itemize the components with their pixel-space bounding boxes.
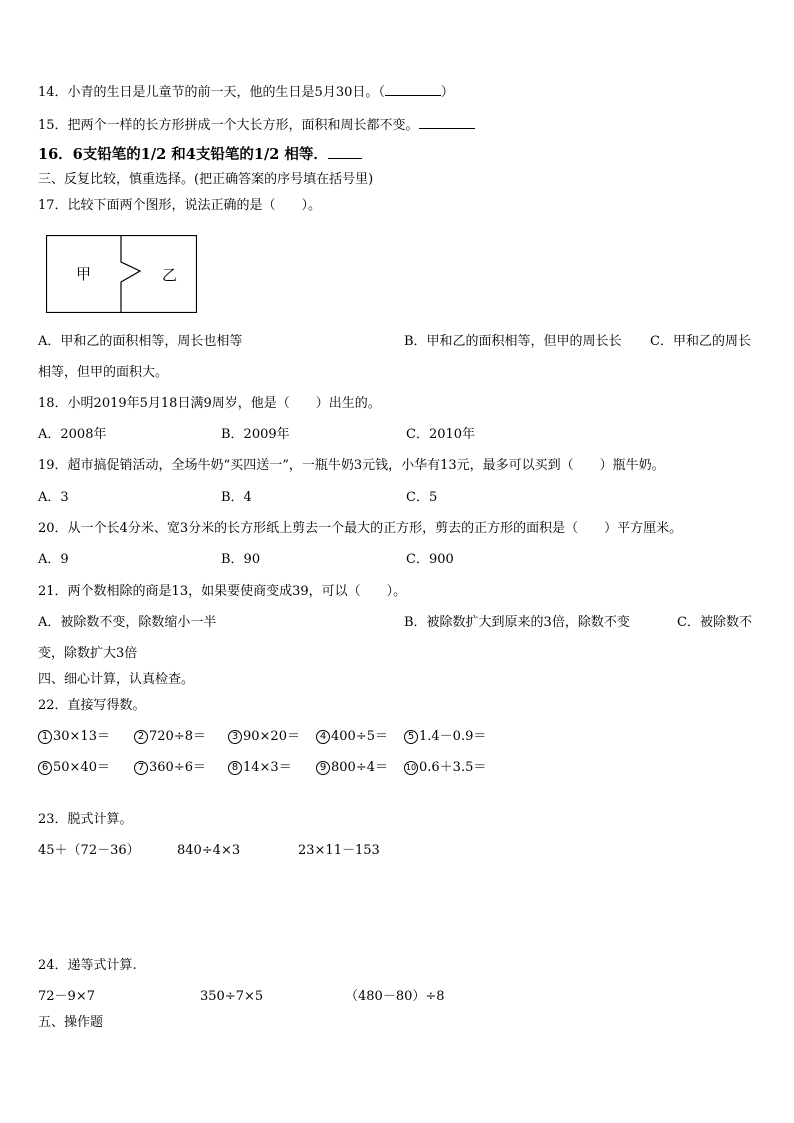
circled-number: 6	[38, 761, 52, 775]
circled-number: 9	[316, 761, 330, 775]
expression-item: 45＋（72－36）	[38, 843, 140, 858]
calc-expr: 720÷8＝	[149, 729, 206, 744]
circled-number: 1	[38, 730, 52, 744]
calc-item	[228, 729, 300, 745]
section-4-title: 四、细心计算，认真检查。	[38, 672, 195, 687]
calc-expr: 14×3＝	[243, 760, 292, 775]
calc-expr: 800÷4＝	[331, 760, 388, 775]
q14-close: ）	[440, 85, 454, 100]
expression-item: 350÷7×5	[200, 989, 264, 1004]
q17-option-c-cont: 相等，但甲的面积大。	[38, 365, 169, 380]
circled-number: 8	[228, 761, 242, 775]
calc-item	[38, 729, 110, 745]
expression-item: 72－9×7	[38, 989, 95, 1004]
q17-option-a[interactable]: A．甲和乙的面积相等，周长也相等	[38, 334, 243, 349]
jia-yi-figure	[46, 235, 197, 313]
calc-expr: 30×13＝	[53, 729, 110, 744]
shape-figure	[46, 235, 197, 313]
calc-item	[404, 760, 486, 776]
circled-number: 3	[228, 730, 242, 744]
q21-option-c[interactable]: C．被除数不	[677, 615, 752, 630]
q19-option-b[interactable]: B．4	[221, 490, 252, 505]
q20-option-b[interactable]: B．90	[221, 552, 261, 567]
circled-number: 7	[134, 761, 148, 775]
calc-item	[316, 760, 388, 776]
question-22: 22．直接写得数。	[38, 698, 146, 713]
fig-label-yi: 乙	[162, 266, 178, 284]
question-17: 17．比较下面两个图形，说法正确的是（ ）。	[38, 198, 322, 213]
calc-item	[38, 760, 110, 776]
expression-item: 23×11－153	[298, 843, 380, 858]
calc-expr: 1.4－0.9＝	[419, 729, 487, 744]
q21-option-b[interactable]: B．被除数扩大到原来的3倍，除数不变	[404, 615, 630, 630]
question-16	[38, 146, 362, 163]
q20-option-a[interactable]: A．9	[38, 552, 69, 567]
section-5-title: 五、操作题	[38, 1015, 104, 1030]
calc-expr: 400÷5＝	[331, 729, 388, 744]
q14-text: 14．小青的生日是儿童节的前一天，他的生日是5月30日。（	[38, 85, 385, 100]
calc-item	[134, 760, 206, 776]
question-15	[38, 116, 475, 134]
q20-option-c[interactable]: C．900	[406, 552, 454, 567]
answer-blank[interactable]	[328, 146, 362, 159]
section-3-title: 三、反复比较，慎重选择。(把正确答案的序号填在括号里)	[38, 172, 374, 187]
calc-expr: 90×20＝	[243, 729, 300, 744]
answer-blank[interactable]	[419, 116, 475, 129]
fig-label-jia: 甲	[76, 265, 92, 283]
q19-option-a[interactable]: A．3	[38, 490, 69, 505]
calc-item	[316, 729, 388, 745]
question-14	[38, 83, 454, 101]
circled-number: 4	[316, 730, 330, 744]
q16-text: 16．6支铅笔的1/2 和4支铅笔的1/2 相等．	[38, 146, 328, 163]
q18-option-a[interactable]: A．2008年	[38, 427, 107, 442]
calc-item	[404, 729, 486, 745]
circled-number: 5	[404, 730, 418, 744]
expression-item: （480－80）÷8	[345, 989, 445, 1004]
answer-blank[interactable]	[385, 83, 441, 96]
calc-expr: 50×40＝	[53, 760, 110, 775]
question-18: 18．小明2019年5月18日满9周岁，他是（ ）出生的。	[38, 396, 381, 411]
q18-option-c[interactable]: C．2010年	[406, 427, 476, 442]
calc-item	[134, 729, 206, 745]
question-23: 23．脱式计算。	[38, 812, 133, 827]
q21-option-a[interactable]: A．被除数不变，除数缩小一半	[38, 615, 217, 630]
circled-number: 10	[404, 761, 418, 775]
question-19: 19．超市搞促销活动，全场牛奶“买四送一”，一瓶牛奶3元钱，小华有13元，最多可以买到（ ）瓶牛奶。	[38, 458, 665, 473]
question-20: 20．从一个长4分米、宽3分米的长方形纸上剪去一个最大的正方形，剪去的正方形的面积是（ ）平方厘米。	[38, 521, 683, 536]
question-24: 24．递等式计算.	[38, 958, 137, 973]
q17-option-b[interactable]: B．甲和乙的面积相等，但甲的周长长	[404, 334, 622, 349]
calc-expr: 360÷6＝	[149, 760, 206, 775]
q18-option-b[interactable]: B．2009年	[221, 427, 290, 442]
calc-expr: 0.6＋3.5＝	[419, 760, 487, 775]
q15-text: 15．把两个一样的长方形拼成一个大长方形，面积和周长都不变。	[38, 118, 419, 133]
calc-item	[228, 760, 292, 776]
question-21: 21．两个数相除的商是13，如果要使商变成39，可以（ ）。	[38, 584, 407, 599]
q17-option-c[interactable]: C．甲和乙的周长	[650, 334, 751, 349]
circled-number: 2	[134, 730, 148, 744]
q19-option-c[interactable]: C．5	[406, 490, 438, 505]
expression-item: 840÷4×3	[177, 843, 241, 858]
q21-option-c-cont: 变，除数扩大3倍	[38, 646, 138, 661]
